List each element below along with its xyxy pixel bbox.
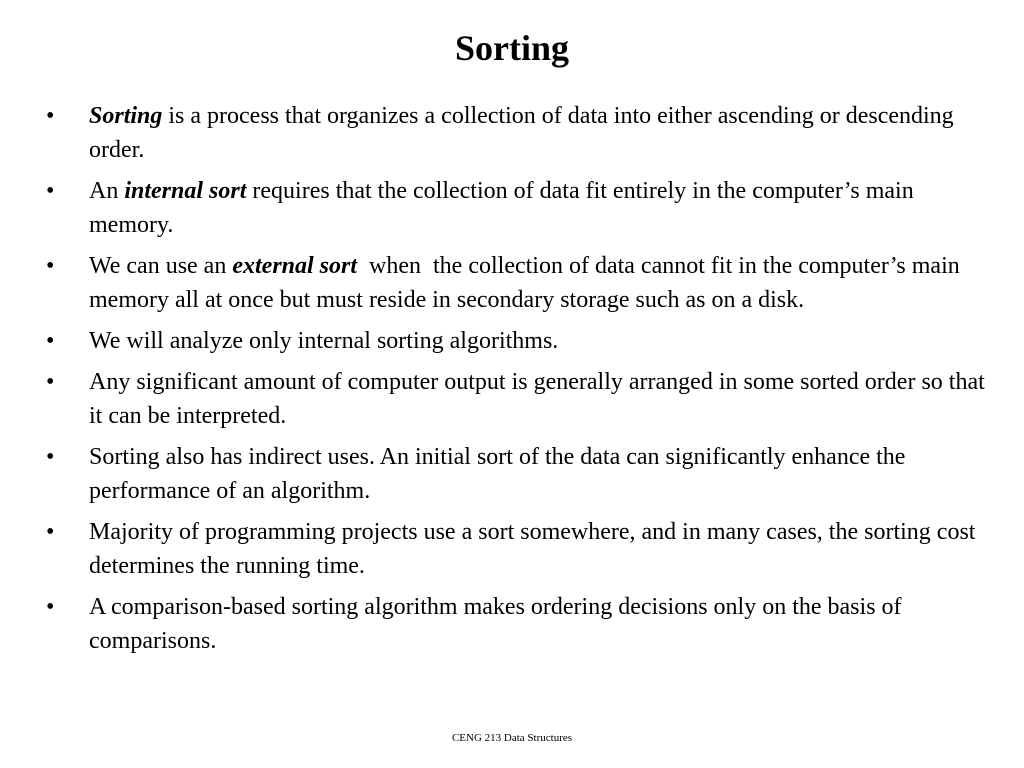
bullet-list [44,99,994,665]
bullet-term: internal sort [124,178,247,204]
bullet-text: A comparison-based sorting algorithm makes ordering decisions only on the basis of comparisons. [89,594,902,654]
bullet-icon: • [46,328,55,354]
bullet-text-pre: We can use an [89,253,233,279]
bullet-item-internal-sort [44,174,994,242]
bullet-term: Sorting [89,103,163,129]
slide-footer: CENG 213 Data Structures [451,732,573,744]
bullet-item-external-sort [44,249,994,317]
bullet-text: We will analyze only internal sorting algorithms. [89,328,559,354]
bullet-item-comparison-based [44,590,994,658]
bullet-text: is a process that organizes a collection of data into either ascending or descending order. [89,103,954,163]
bullet-text: Majority of programming projects use a sort somewhere, and in many cases, the sorting cost determines the running time. [89,519,976,579]
bullet-text-pre: An [89,178,125,204]
bullet-item-programming-projects [44,515,994,583]
bullet-item-indirect-uses [44,440,994,508]
bullet-item-internal-algorithms [44,324,994,358]
bullet-text: Any significant amount of computer output is generally arranged in some sorted order so that it can be interpreted. [89,369,985,429]
bullet-text: Sorting also has indirect uses. An initial sort of the data can significantly enhance the performance of an algorithm. [89,444,906,504]
bullet-term: external sort [232,253,358,279]
bullet-text: requires that the collection of data fit entirely in the computer’s main memory. [89,178,914,238]
bullet-item-output-order [44,365,994,433]
bullet-item-sorting-definition [44,99,994,167]
bullet-icon: • [46,103,55,129]
bullet-icon: • [46,519,55,545]
bullet-icon: • [46,253,55,279]
bullet-icon: • [46,444,55,470]
bullet-icon: • [46,178,55,204]
bullet-icon: • [46,369,55,395]
slide-title: Sorting [454,28,569,68]
bullet-text: when the collection of data cannot fit in the computer’s main memory all at once but must reside in secondary storage such as on a disk. [89,253,966,313]
bullet-icon: • [46,594,55,620]
